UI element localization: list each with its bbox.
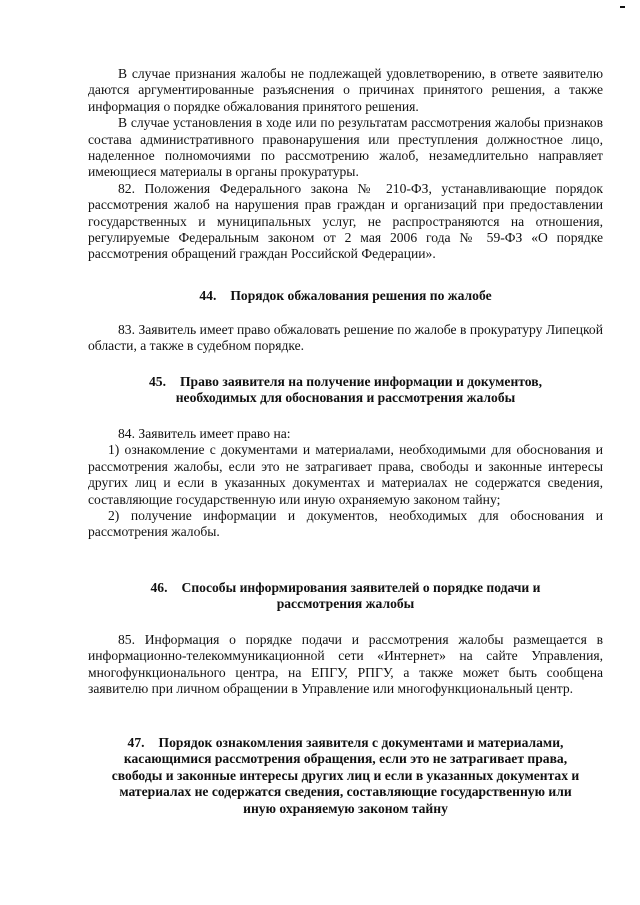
section-47-title-line3: свободы и законные интересы других лиц и если в указанных документах и <box>111 767 580 783</box>
section-45-body <box>88 426 603 541</box>
section-47-number: 47. <box>127 735 145 750</box>
section-46-title-line2: рассмотрения жалобы <box>276 596 415 612</box>
paragraph-84: 84. Заявитель имеет право на: <box>118 426 291 441</box>
section-46-title-line1: Способы информирования заявителей о порядке подачи и <box>181 580 541 595</box>
section-47-title-line1: Порядок ознакомления заявителя с документами и материалами, <box>158 735 564 750</box>
section-46-body <box>88 632 603 698</box>
paragraph-85: 85. Информация о порядке подачи и рассмотрения жалобы размещается в информационно-телекоммуникационной сети «Интернет» на сайте Управления, многофункционального центра, на ЕПГУ, РПГУ, а также может быть сообщена заявителю при личном обращении в Управление или многофункциональный центр. <box>88 632 603 697</box>
section-47-title-line5: иную охраняемую законом тайну <box>243 800 448 816</box>
paragraph-83: 83. Заявитель имеет право обжаловать решение по жалобе в прокуратуру Липецкой области, а также в судебном порядке. <box>88 322 603 354</box>
paragraph-refusal: В случае признания жалобы не подлежащей удовлетворению, в ответе заявителю даются аргументированные разъяснения о причинах принятого решения, а также информация о порядке обжалования принятого решения. <box>88 66 603 114</box>
section-47-title-line4: материалах не содержатся сведения, составляющие государственную или <box>119 784 572 800</box>
section-47-title-line2: касающимися рассмотрения обращения, если это не затрагивает права, <box>123 751 568 767</box>
section-44-heading <box>88 288 603 304</box>
section-46-number: 46. <box>150 580 168 595</box>
section-47-heading <box>88 735 603 817</box>
paragraph-82: 82. Положения Федерального закона № 210-ФЗ, устанавливающие порядок рассмотрения жалоб на нарушения прав граждан и организаций при предоставлении государственных и муниципальных услуг, не распространяются на отношения, регулируемые Федеральным законом от 2 мая 2006 года № 59-ФЗ «О порядке рассмотрения обращений граждан Российской Федерации». <box>88 180 603 262</box>
list-item-1: 1) ознакомление с документами и материалами, необходимыми для обоснования и рассмотрения жалобы, если это не затрагивает права, свободы и законные интересы других лиц и если в указанных документах и материалах не содержатся сведения, составляющие государственную или иную охраняемую законом тайну; <box>88 442 603 507</box>
section-45-heading <box>88 374 603 407</box>
section-44-number: 44. <box>199 288 217 303</box>
section-44-body <box>88 322 603 355</box>
section-44-title: Порядок обжалования решения по жалобе <box>230 288 492 303</box>
section-45-title-line2: необходимых для обоснования и рассмотрения жалобы <box>175 390 516 406</box>
top-paragraphs <box>88 66 603 263</box>
section-45-title-line1: Право заявителя на получение информации и документов, <box>179 374 542 389</box>
paragraph-violation: В случае установления в ходе или по результатам рассмотрения жалобы признаков состава административного правонарушения или преступления должностное лицо, наделенное полномочиями по рассмотрению жалоб, незамедлительно направляет имеющиеся материалы в органы прокуратуры. <box>88 115 603 180</box>
section-45-number: 45. <box>148 374 166 389</box>
list-item-2: 2) получение информации и документов, необходимых для обоснования и рассмотрения жалобы. <box>88 508 603 540</box>
page-corner-mark <box>620 6 625 8</box>
section-46-heading <box>88 580 603 613</box>
